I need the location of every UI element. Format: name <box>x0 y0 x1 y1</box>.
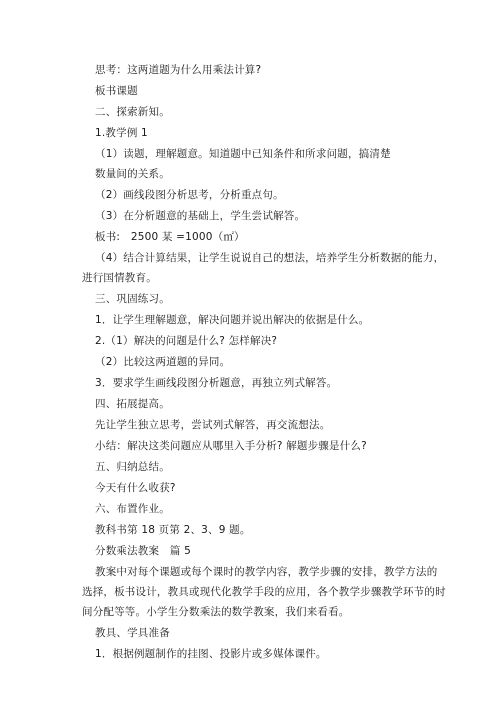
section-heading: 六、布置作业。 <box>95 503 170 515</box>
text-line: （3）在分析题意的基础上，学生尝试解答。 <box>95 210 306 222</box>
document-title: 分数乘法教案 篇 5 <box>95 545 192 557</box>
section-heading: 四、拓展提高。 <box>95 398 170 410</box>
text-line: 先让学生独立思考，尝试列式解答，再交流想法。 <box>95 419 331 431</box>
text-line: 板书: 2500 某 =1000（㎡） <box>95 231 245 243</box>
text-line: 2.（1）解决的问题是什么? 怎样解决? <box>95 335 278 347</box>
text-line: 1．让学生理解题意，解决问题并说出解决的依据是什么。 <box>95 314 370 326</box>
text-line: 板书课题 <box>95 85 138 97</box>
text-line: 选择，板书设计，教具或现代化教学手段的应用，各个教学步骤教学环节的时 <box>82 586 446 598</box>
text-line: 数量间的关系。 <box>95 168 170 180</box>
text-line: 1.教学例 1 <box>95 127 148 139</box>
text-line: 1．根据例题制作的挂图、投影片或多媒体课件。 <box>95 648 327 660</box>
text-line: （1）读题，理解题意。知道题中已知条件和所求问题，搞清楚 <box>95 148 391 160</box>
text-line: 小结：解决这类问题应从哪里入手分析? 解题步骤是什么? <box>95 440 367 452</box>
section-heading: 教具、学具准备 <box>95 627 170 639</box>
text-line: 今天有什么收获? <box>95 482 176 494</box>
text-line: 进行国情教育。 <box>82 272 157 284</box>
text-line: 3．要求学生画线段图分析题意，再独立列式解答。 <box>95 377 338 389</box>
text-line: 教案中对每个课题或每个课时的教学内容，教学步骤的安排，教学方法的 <box>95 566 438 578</box>
text-line: （4）结合计算结果，让学生说说自己的想法，培养学生分析数据的能力， <box>95 252 445 264</box>
section-heading: 三、巩固练习。 <box>95 293 170 305</box>
text-line: 教科书第 18 页第 2、3、9 题。 <box>95 524 251 536</box>
section-heading: 五、归纳总结。 <box>95 461 170 473</box>
text-line: 间分配等等。小学生分数乘法的数学教案，我们来看看。 <box>82 606 350 618</box>
text-line: （2）比较这两道题的异同。 <box>95 356 231 368</box>
text-line: （2）画线段图分析思考，分析重点句。 <box>95 189 284 201</box>
text-line: 思考：这两道题为什么用乘法计算? <box>95 64 262 76</box>
section-heading: 二、探索新知。 <box>95 106 170 118</box>
